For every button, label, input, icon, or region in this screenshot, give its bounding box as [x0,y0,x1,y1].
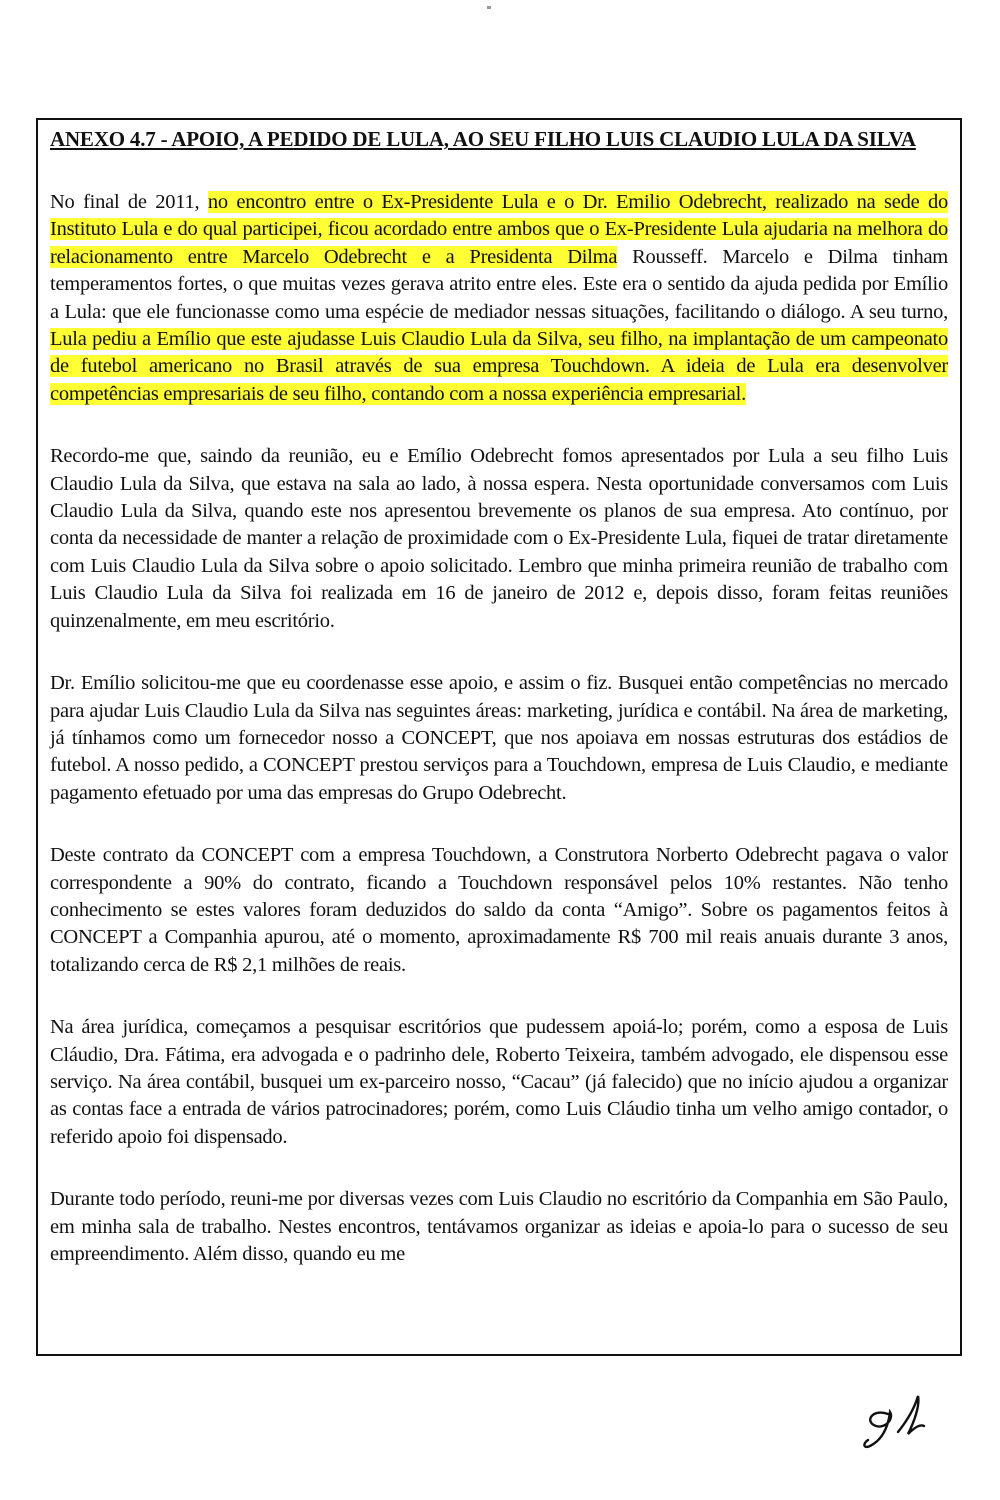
paragraph-6: Durante todo período, reuni-me por diversas vezes com Luis Claudio no escritório da Companhia em São Paulo, em minha sala de trabalho. Nestes encontros, tentávamos organizar as ideias e apoia-lo para o sucesso de seu empreendimento. Além disso, quando eu me [50,1188,948,1265]
paragraph-2: Recordo-me que, saindo da reunião, eu e Emílio Odebrecht fomos apresentados por Lula a seu filho Luis Claudio Lula da Silva, que estava na sala ao lado, à nossa espera. Nesta oportunidade conversamos com Luis Claudio Lula da Silva, quando este nos apresentou brevemente os planos de sua empresa. Ato contínuo, por conta da necessidade de manter a relação de proximidade com o Ex-Presidente Lula, fiquei de tratar diretamente com Luis Claudio Lula da Silva sobre o apoio solicitado. Lembro que minha primeira reunião de trabalho com Luis Claudio Lula da Silva foi realizada em 16 de janeiro de 2012 e, depois disso, foram feitas reuniões quinzenalmente, em meu escritório. [50,445,948,632]
paragraph-5: Na área jurídica, começamos a pesquisar escritórios que pudessem apoiá-lo; porém, como a esposa de Luis Cláudio, Dra. Fátima, era advogada e o padrinho dele, Roberto Teixeira, também advogado, ele dispensou esse serviço. Na área contábil, busquei um ex-parceiro nosso, “Cacau” (já falecido) que no início ajudou a organizar as contas face a entrada de vários patrocinadores; porém, como Luis Cláudio tinha um velho amigo contador, o referido apoio foi dispensado. [50,1016,948,1148]
document-frame [36,118,962,1356]
paragraph-1-text-a: No final de 2011, [50,191,208,213]
paragraph-3: Dr. Emílio solicitou-me que eu coordenasse esse apoio, e assim o fiz. Busquei então competências no mercado para ajudar Luis Claudio Lula da Silva nas seguintes áreas: marketing, jurídica e contábil. Na área de marketing, já tínhamos como um fornecedor nosso a CONCEPT, que nos apoiava em nossas estruturas dos estádios de futebol. A nosso pedido, a CONCEPT prestou serviços para a Touchdown, empresa de Luis Claudio, e mediante pagamento efetuado por uma das empresas do Grupo Odebrecht. [50,672,948,804]
scan-speck [487,6,491,9]
paragraph-4: Deste contrato da CONCEPT com a empresa Touchdown, a Construtora Norberto Odebrecht pagava o valor correspondente a 90% do contrato, ficando a Touchdown responsável pelos 10% restantes. Não tenho conhecimento se estes valores foram deduzidos do saldo da conta “Amigo”. Sobre os pagamentos feitos à CONCEPT a Companhia apurou, até o momento, aproximadamente R$ 700 mil reais anuais durante 3 anos, totalizando cerca de R$ 2,1 milhões de reais. [50,844,948,976]
paragraph-1 [50,189,948,408]
highlighted-passage-2: Lula pediu a Emílio que este ajudasse Luis Claudio Lula da Silva, seu filho, na implantação de um campeonato de futebol americano no Brasil através de sua empresa Touchdown. A ideia de Lula era desenvolver competências empresariais de seu filho, contando com a nossa experiência empresarial. [50,328,948,405]
highlighted-passage-1: no encontro entre o Ex-Presidente Lula e o Dr. Emilio Odebrecht, realizado na sede do Instituto Lula e do qual participei, ficou acordado entre ambos que o Ex-Presidente Lula ajudaria na melhora do relacionamento entre Marcelo Odebrecht e a Presidenta Dilma [50,191,948,268]
annex-title: ANEXO 4.7 - APOIO, A PEDIDO DE LULA, AO SEU FILHO LUIS CLAUDIO LULA DA SILVA [50,127,916,151]
handwritten-initials [858,1392,938,1452]
paragraph-1-text-b: Rousseff. Marcelo e Dilma tinham temperamentos fortes, o que muitas vezes gerava atrito entre eles. Este era o sentido da ajuda pedida por Emílio a Lula: que ele funcionasse como uma espécie de mediador nessas situações, facilitando o diálogo. A seu turno, [50,245,948,323]
